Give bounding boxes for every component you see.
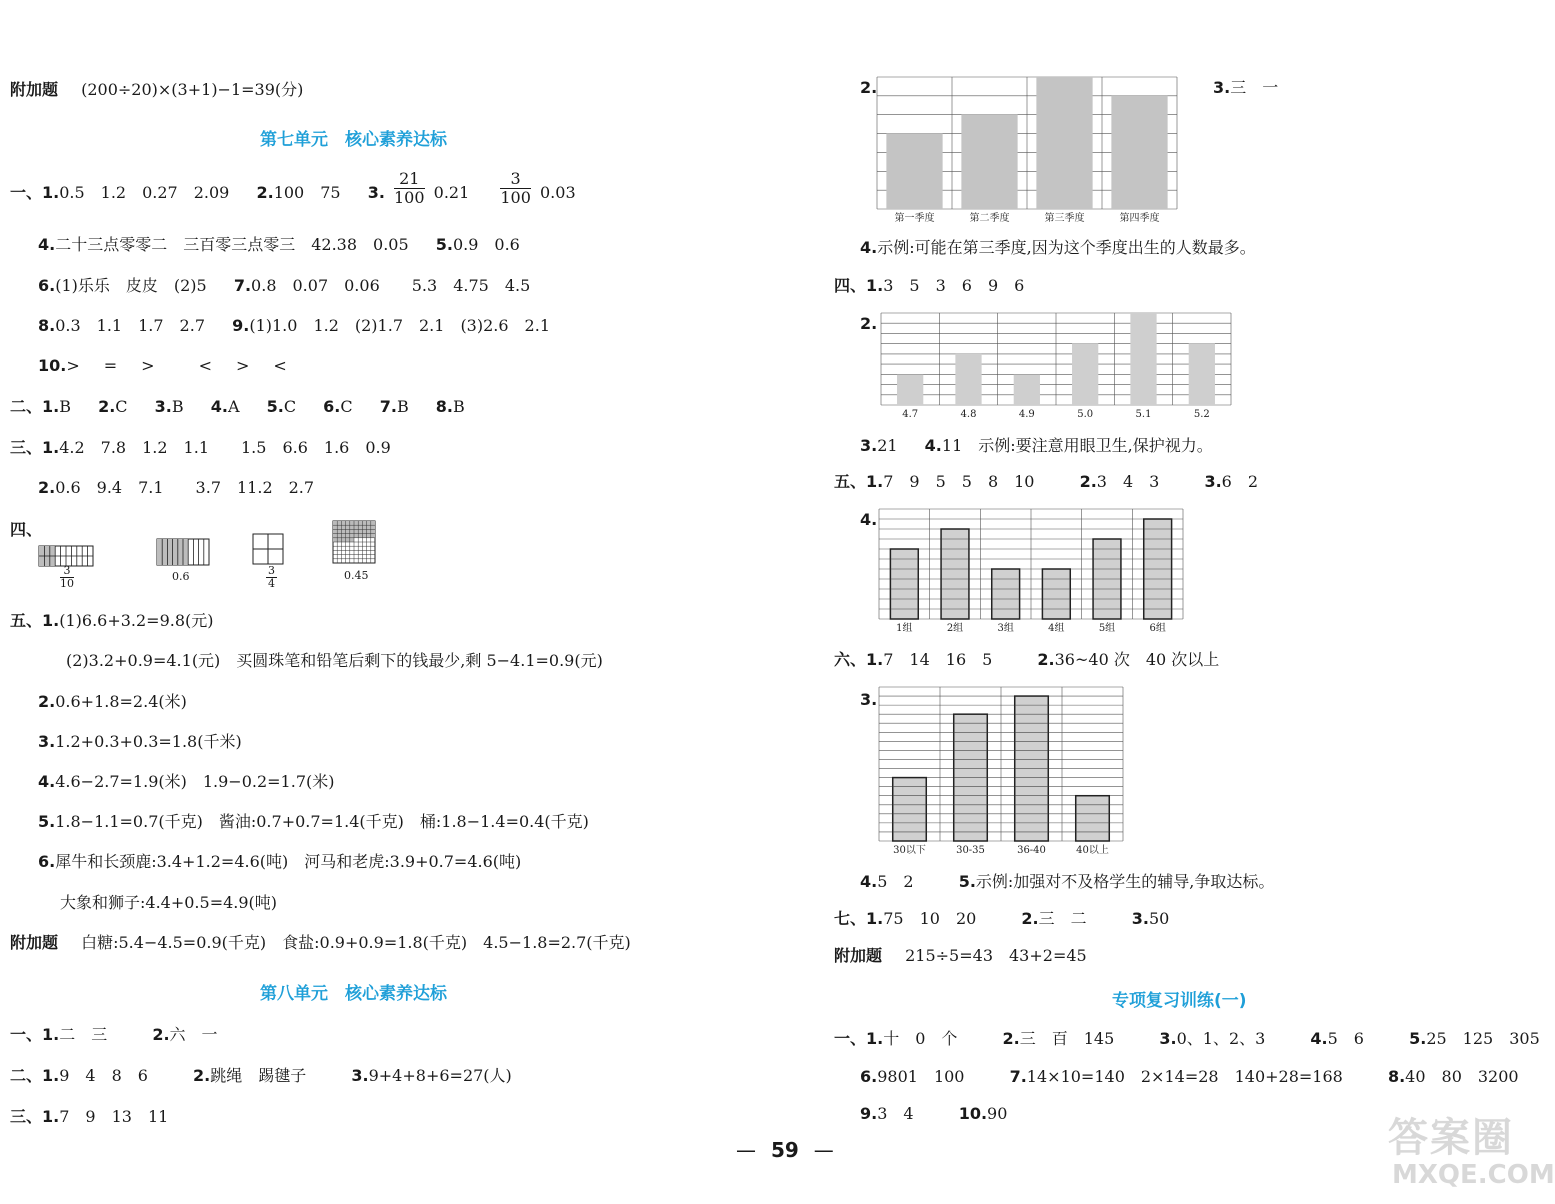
q-number: 7. xyxy=(233,276,252,295)
answer: 14×10=140 2×14=28 140+28=168 xyxy=(1026,1067,1343,1086)
q-number: 5. xyxy=(1409,1029,1427,1048)
bar-2 xyxy=(992,569,1020,619)
u7-q5-line2 xyxy=(38,692,187,712)
q-number: 五、1. xyxy=(10,611,60,630)
q-number: 5. xyxy=(38,812,56,831)
s-q6 xyxy=(860,1067,1519,1087)
answer: 75 10 20 xyxy=(883,909,977,928)
q-number: 2. xyxy=(193,1066,211,1085)
q-number: 4. xyxy=(924,436,942,455)
x-tick-label: 36-40 xyxy=(1017,845,1046,856)
q-number: 9. xyxy=(232,316,250,335)
bar-0 xyxy=(893,778,927,841)
answer: 0、1、2、3 xyxy=(1176,1029,1266,1048)
q-number: 3. xyxy=(154,397,172,416)
answer: 9+4+8+6=27(人) xyxy=(368,1066,512,1085)
u7-q5-line1b: (2)3.2+0.9=4.1(元) 买圆珠笔和铅笔后剩下的钱最少,剩 5−4.1=0.9(元) xyxy=(66,651,603,670)
q-number: 3. xyxy=(1213,78,1231,97)
fig4-label: 0.45 xyxy=(344,569,369,582)
answer: B xyxy=(453,397,465,416)
fig1-label: $\frac{3}{10}$ xyxy=(60,564,74,590)
answer: 50 xyxy=(1148,909,1170,928)
answer: 90 xyxy=(987,1104,1008,1123)
q-number: 4. xyxy=(210,397,228,416)
q-number: 8. xyxy=(38,316,56,335)
answer: C xyxy=(115,397,128,416)
answer: 3 4 xyxy=(877,1104,914,1123)
r-q2-number: 2. xyxy=(860,78,878,97)
answer: 十 0 个 xyxy=(883,1029,958,1048)
x-tick-label: 2组 xyxy=(946,623,964,634)
u7-q5-line1 xyxy=(10,611,214,631)
answer: 3 5 3 6 9 6 xyxy=(883,276,1025,295)
q-number: 2. xyxy=(38,478,56,497)
q-number: 3. xyxy=(1159,1029,1177,1048)
bar-chart-rope xyxy=(878,686,1124,856)
answer: 4.2 7.8 1.2 1.1 1.5 6.6 1.6 0.9 xyxy=(59,438,391,457)
q-number: 7. xyxy=(1009,1067,1027,1086)
q-number: 四、1. xyxy=(834,276,884,295)
q-number: 6. xyxy=(38,276,56,295)
answer: 0.3 1.1 1.7 2.7 xyxy=(55,316,206,335)
q-number: 6. xyxy=(38,852,56,871)
u7-q4-label: 四、 xyxy=(10,520,43,539)
q-number: 5. xyxy=(266,397,284,416)
bar-3 xyxy=(1042,569,1070,619)
bar-0 xyxy=(886,134,942,209)
x-tick-label: 第二季度 xyxy=(969,213,1010,224)
answer: 0.5 1.2 0.27 2.09 xyxy=(59,183,230,202)
u7-q1-line2 xyxy=(38,235,520,255)
answer: C xyxy=(283,397,297,416)
bar-1 xyxy=(941,529,969,619)
bonus-question-1 xyxy=(10,80,303,100)
answer: 三 一 xyxy=(1230,78,1279,97)
r-six-q3-number: 3. xyxy=(860,690,878,709)
answer: 5 2 xyxy=(877,872,914,891)
answer: > = > < > < xyxy=(66,356,291,375)
bar-3 xyxy=(1072,344,1098,405)
answer: 5 6 xyxy=(1327,1029,1364,1048)
q-number: 4. xyxy=(1310,1029,1328,1048)
x-tick-label: 第四季度 xyxy=(1119,213,1160,224)
fig3-label: $\frac{3}{4}$ xyxy=(268,564,275,590)
r-q4 xyxy=(860,238,1256,258)
answer: 二十三点零零二 三百零三点零三 42.38 0.05 xyxy=(55,235,409,254)
u8-q3 xyxy=(10,1107,168,1127)
q-number: 六、1. xyxy=(834,650,884,669)
answer: 0.21 xyxy=(433,183,470,202)
answer: 0.9 0.6 xyxy=(452,235,520,254)
x-tick-label: 第三季度 xyxy=(1044,213,1085,224)
answer: 0.03 xyxy=(540,183,576,202)
x-tick-label: 5.0 xyxy=(1077,409,1094,420)
bar-chart-vision xyxy=(880,312,1232,420)
q-number: 3. xyxy=(1204,472,1222,491)
q-number: 6. xyxy=(860,1067,878,1086)
answer: (1)6.6+3.2=9.8(元) xyxy=(59,611,214,630)
x-tick-label: 1组 xyxy=(896,623,913,634)
answer: 二 三 xyxy=(59,1025,108,1044)
answer: 40 80 3200 xyxy=(1405,1067,1519,1086)
answer: 示例:可能在第三季度,因为这个季度出生的人数最多。 xyxy=(877,238,1256,257)
q-number: 8. xyxy=(435,397,454,416)
answer: 0.6+1.8=2.4(米) xyxy=(55,692,187,711)
answer: 1.2+0.3+0.3=1.8(千米) xyxy=(55,732,242,751)
q-number: 2. xyxy=(38,692,56,711)
q-number: 4. xyxy=(860,238,878,257)
q-number: 3. xyxy=(367,183,385,202)
s-q9 xyxy=(860,1104,1007,1124)
r-six-q1 xyxy=(834,650,1219,670)
answer: 犀牛和长颈鹿:3.4+1.2=4.6(吨) 河马和老虎:3.9+0.7=4.6(吨) xyxy=(55,852,522,871)
page-number: — 59 — xyxy=(736,1138,834,1162)
watermark-url: MXQE.COM xyxy=(1392,1160,1555,1190)
r-four-q3 xyxy=(860,436,1213,456)
bar-1 xyxy=(961,115,1017,209)
u7-q5-line6b: 大象和狮子:4.4+0.5=4.9(吨) xyxy=(60,893,278,912)
u8-q1 xyxy=(10,1025,218,1045)
x-tick-label: 5.1 xyxy=(1135,409,1152,420)
q-number: 3. xyxy=(1131,909,1149,928)
q-number: 2. xyxy=(1079,472,1097,491)
r-seven xyxy=(834,909,1169,929)
x-tick-label: 4组 xyxy=(1048,623,1065,634)
r-four-q2-number: 2. xyxy=(860,314,878,333)
q-number: 10. xyxy=(958,1104,988,1123)
q-number: 8. xyxy=(1387,1067,1406,1086)
answer: 9 4 8 6 xyxy=(59,1066,148,1085)
x-tick-label: 第一季度 xyxy=(894,213,935,224)
answer: 9801 100 xyxy=(877,1067,965,1086)
q-number: 4. xyxy=(38,772,56,791)
q-number: 4. xyxy=(38,235,56,254)
q-number: 3. xyxy=(860,436,878,455)
u7-q5-line5 xyxy=(38,812,589,832)
fig2-label: 0.6 xyxy=(172,570,190,583)
u7-q1-line4 xyxy=(38,316,550,336)
q-number: 二、1. xyxy=(10,397,60,416)
s-q1 xyxy=(834,1029,1540,1049)
answer: 3 4 3 xyxy=(1096,472,1160,491)
bonus-label: 附加题 xyxy=(10,933,59,952)
u7-q2 xyxy=(10,397,465,417)
q-number: 2. xyxy=(152,1025,170,1044)
r-q3 xyxy=(1213,78,1278,98)
u7-q5-line6 xyxy=(38,852,521,872)
u7-q1-line3 xyxy=(38,276,530,296)
q-number: 5. xyxy=(958,872,976,891)
x-tick-label: 6组 xyxy=(1149,623,1166,634)
q-number: 3. xyxy=(351,1066,369,1085)
q-number: 7. xyxy=(379,397,397,416)
bar-0 xyxy=(897,374,923,405)
x-tick-label: 3组 xyxy=(997,623,1014,634)
q-number: 2. xyxy=(256,183,274,202)
grid-figure-quarters xyxy=(252,533,284,565)
answer: A xyxy=(227,397,240,416)
x-tick-label: 5.2 xyxy=(1193,409,1210,420)
bonus-label: 附加题 xyxy=(834,946,883,965)
x-tick-label: 30-35 xyxy=(956,845,985,856)
bonus-label: 附加题 xyxy=(10,80,59,99)
q-number: 3. xyxy=(38,732,56,751)
answer: 36~40 次 40 次以上 xyxy=(1054,650,1220,669)
q-number: 6. xyxy=(323,397,341,416)
grid-figure-six-tenths xyxy=(156,538,210,566)
u7-q1-line5 xyxy=(38,356,291,376)
q-number: 五、1. xyxy=(834,472,884,491)
bar-3 xyxy=(1111,96,1167,209)
u8-q2 xyxy=(10,1066,512,1086)
q-number: 一、1. xyxy=(834,1029,884,1048)
q-number: 二、1. xyxy=(10,1066,60,1085)
answer: 三 二 xyxy=(1038,909,1087,928)
u7-q5-line3 xyxy=(38,732,242,752)
watermark-logo: 答案圈 xyxy=(1388,1115,1514,1161)
x-tick-label: 4.9 xyxy=(1018,409,1035,420)
answer: 4.6−2.7=1.9(米) 1.9−0.2=1.7(米) xyxy=(55,772,335,791)
answer: 示例:加强对不及格学生的辅导,争取达标。 xyxy=(975,872,1275,891)
bar-2 xyxy=(1036,77,1092,209)
x-tick-label: 4.8 xyxy=(960,409,977,420)
answer: 25 125 305 xyxy=(1426,1029,1540,1048)
q-number: 三、1. xyxy=(10,438,60,457)
bar-2 xyxy=(1014,374,1040,405)
q-number: 10. xyxy=(38,356,67,375)
answer: 1.8−1.1=0.7(千克) 酱油:0.7+0.7=1.4(千克) 桶:1.8−1.4=0.4(千克) xyxy=(55,812,589,831)
bonus-answer: 215÷5=43 43+2=45 xyxy=(905,946,1087,965)
answer: B xyxy=(171,397,184,416)
bonus-answer: 白糖:5.4−4.5=0.9(千克) 食盐:0.9+0.9=1.8(千克) 4.5−1.8=2.7(千克) xyxy=(81,933,631,952)
r-four-q1 xyxy=(834,276,1024,296)
bar-3 xyxy=(1076,796,1110,841)
q-number: 2. xyxy=(1037,650,1055,669)
answer: 6 2 xyxy=(1221,472,1259,491)
x-tick-label: 40以上 xyxy=(1076,845,1109,856)
u7-q3-line1 xyxy=(10,438,391,458)
bar-chart-quarters xyxy=(876,76,1178,224)
q-number: 2. xyxy=(98,397,116,416)
grid-figure-hundredths xyxy=(332,520,376,564)
q-number: 2. xyxy=(1021,909,1039,928)
bar-chart-groups xyxy=(878,508,1184,634)
u7-q3-line2 xyxy=(38,478,314,498)
u7-q1-line1 xyxy=(10,169,576,207)
answer: 7 9 5 5 8 10 xyxy=(883,472,1035,491)
bonus-answer: (200÷20)×(3+1)−1=39(分) xyxy=(81,80,304,99)
answer: 0.8 0.07 0.06 5.3 4.75 4.5 xyxy=(251,276,531,295)
answer: (1)乐乐 皮皮 (2)5 xyxy=(55,276,207,295)
fraction: $\frac{21}{100}$ xyxy=(394,169,425,207)
answer: B xyxy=(59,397,71,416)
answer: C xyxy=(340,397,353,416)
x-tick-label: 30以下 xyxy=(893,845,926,856)
bar-4 xyxy=(1130,313,1156,405)
answer: 11 示例:要注意用眼卫生,保护视力。 xyxy=(941,436,1213,455)
x-tick-label: 4.7 xyxy=(902,409,919,420)
u7-q5-line4 xyxy=(38,772,335,792)
bar-0 xyxy=(890,549,918,619)
answer: 21 xyxy=(877,436,898,455)
q-number: 9. xyxy=(860,1104,878,1123)
fraction: $\frac{3}{100}$ xyxy=(500,169,531,207)
answer: 7 9 13 11 xyxy=(59,1107,169,1126)
answer: (1)1.0 1.2 (2)1.7 2.1 (3)2.6 2.1 xyxy=(249,316,550,335)
q-number: 2. xyxy=(1002,1029,1020,1048)
x-tick-label: 5组 xyxy=(1098,623,1116,634)
answer: 7 14 16 5 xyxy=(883,650,993,669)
answer: 100 75 xyxy=(273,183,341,202)
bonus-question-3 xyxy=(834,946,1087,966)
special-review-title: 专项复习训练(一) xyxy=(1112,991,1247,1011)
q-number: 一、1. xyxy=(10,183,60,202)
answer: 0.6 9.4 7.1 3.7 11.2 2.7 xyxy=(55,478,315,497)
q-number: 七、1. xyxy=(834,909,884,928)
unit8-title: 第八单元 核心素养达标 xyxy=(260,984,447,1004)
r-five-q1 xyxy=(834,472,1258,492)
bonus-question-2 xyxy=(10,933,631,953)
bar-5 xyxy=(1189,344,1215,405)
unit7-title: 第七单元 核心素养达标 xyxy=(260,130,447,150)
q-number: 4. xyxy=(860,872,878,891)
answer: 三 百 145 xyxy=(1019,1029,1115,1048)
q-number: 一、1. xyxy=(10,1025,60,1044)
r-six-q4 xyxy=(860,872,1274,892)
q-number: 三、1. xyxy=(10,1107,60,1126)
r-five-q4-number: 4. xyxy=(860,510,878,529)
q-number: 5. xyxy=(435,235,453,254)
bar-1 xyxy=(955,354,981,405)
answer: 跳绳 踢毽子 xyxy=(210,1066,307,1085)
answer: B xyxy=(396,397,409,416)
answer: 六 一 xyxy=(169,1025,218,1044)
